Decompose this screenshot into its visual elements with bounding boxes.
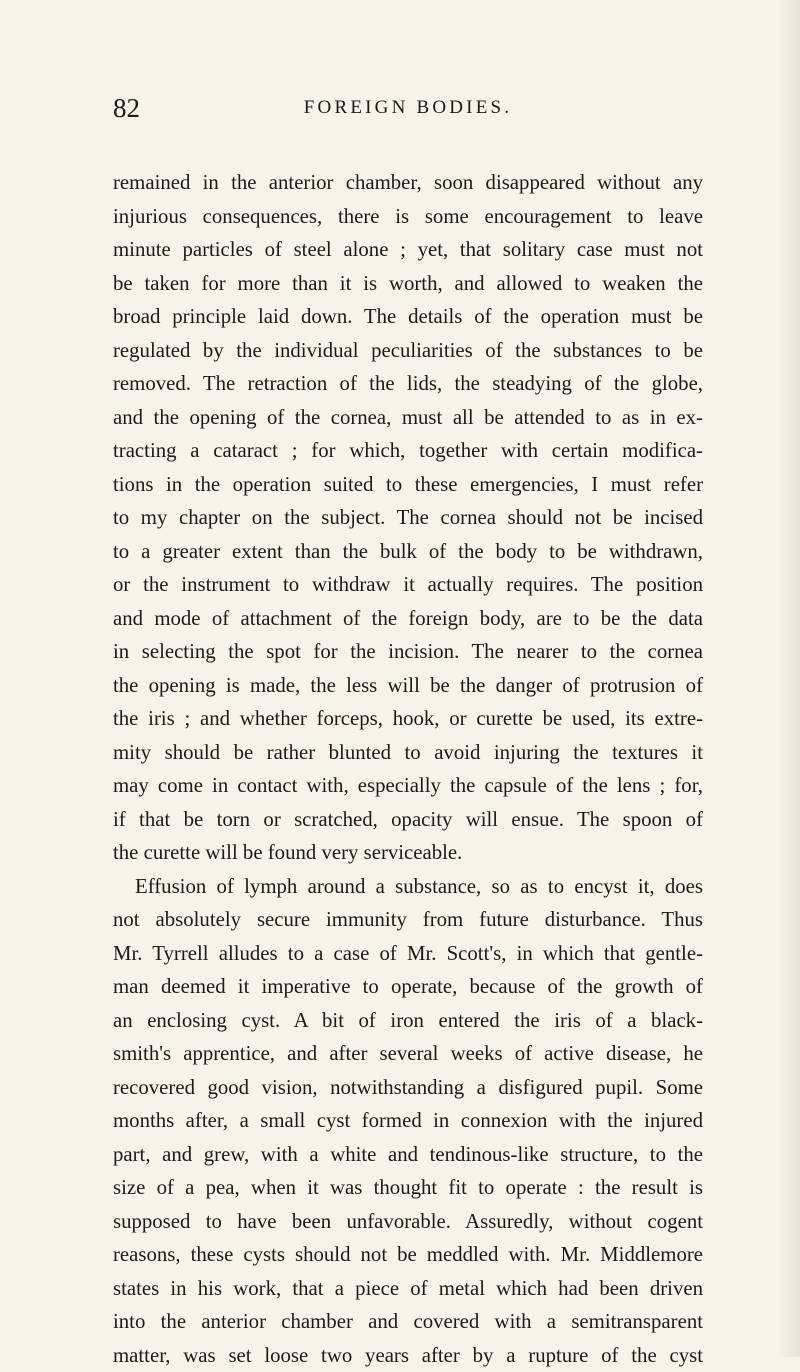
paragraph	[113, 870, 703, 1372]
text-line: mity should be rather blunted to avoid injuring the textures it	[113, 736, 703, 770]
text-line: into the anterior chamber and covered with a semitransparent	[113, 1305, 703, 1339]
text-line: Mr. Tyrrell alludes to a case of Mr. Scott's, in which that gentle-	[113, 937, 703, 971]
text-line: and the opening of the cornea, must all be attended to as in ex-	[113, 401, 703, 435]
text-line: size of a pea, when it was thought fit to operate : the result is	[113, 1171, 703, 1205]
text-line: minute particles of steel alone ; yet, that solitary case must not	[113, 233, 703, 267]
page-number: 82	[113, 90, 140, 126]
text-line: regulated by the individual peculiarities of the substances to be	[113, 334, 703, 368]
text-line: an enclosing cyst. A bit of iron entered the iris of a black-	[113, 1004, 703, 1038]
text-line: to a greater extent than the bulk of the body to be withdrawn,	[113, 535, 703, 569]
text-line: tracting a cataract ; for which, together with certain modifica-	[113, 434, 703, 468]
text-line: states in his work, that a piece of metal which had been driven	[113, 1272, 703, 1306]
text-line: injurious consequences, there is some encouragement to leave	[113, 200, 703, 234]
text-line: recovered good vision, notwithstanding a disfigured pupil. Some	[113, 1071, 703, 1105]
text-line: removed. The retraction of the lids, the steadying of the globe,	[113, 367, 703, 401]
body-text	[113, 166, 703, 1372]
text-line: reasons, these cysts should not be meddled with. Mr. Middlemore	[113, 1238, 703, 1272]
page-header	[113, 90, 703, 126]
text-line: if that be torn or scratched, opacity will ensue. The spoon of	[113, 803, 703, 837]
text-line: matter, was set loose two years after by a rupture of the cyst	[113, 1339, 703, 1372]
text-line: the curette will be found very serviceable.	[113, 836, 703, 870]
text-line: smith's apprentice, and after several weeks of active disease, he	[113, 1037, 703, 1071]
text-line: tions in the operation suited to these emergencies, I must refer	[113, 468, 703, 502]
text-line: in selecting the spot for the incision. The nearer to the cornea	[113, 635, 703, 669]
text-line: or the instrument to withdraw it actually requires. The position	[113, 568, 703, 602]
text-line: may come in contact with, especially the capsule of the lens ; for,	[113, 769, 703, 803]
text-line: to my chapter on the subject. The cornea should not be incised	[113, 501, 703, 535]
text-line: not absolutely secure immunity from future disturbance. Thus	[113, 903, 703, 937]
text-line: months after, a small cyst formed in connexion with the injured	[113, 1104, 703, 1138]
text-line: part, and grew, with a white and tendinous-like structure, to the	[113, 1138, 703, 1172]
text-line: supposed to have been unfavorable. Assuredly, without cogent	[113, 1205, 703, 1239]
page-edge-shadow	[778, 0, 800, 1357]
text-line: and mode of attachment of the foreign body, are to be the data	[113, 602, 703, 636]
running-head: FOREIGN BODIES.	[113, 90, 703, 126]
text-line: broad principle laid down. The details of the operation must be	[113, 300, 703, 334]
text-line: remained in the anterior chamber, soon disappeared without any	[113, 166, 703, 200]
text-line: the opening is made, the less will be the danger of protrusion of	[113, 669, 703, 703]
text-line: man deemed it imperative to operate, because of the growth of	[113, 970, 703, 1004]
text-line: the iris ; and whether forceps, hook, or curette be used, its extre-	[113, 702, 703, 736]
text-line: Effusion of lymph around a substance, so as to encyst it, does	[113, 870, 703, 904]
text-line: be taken for more than it is worth, and allowed to weaken the	[113, 267, 703, 301]
paragraph	[113, 166, 703, 870]
